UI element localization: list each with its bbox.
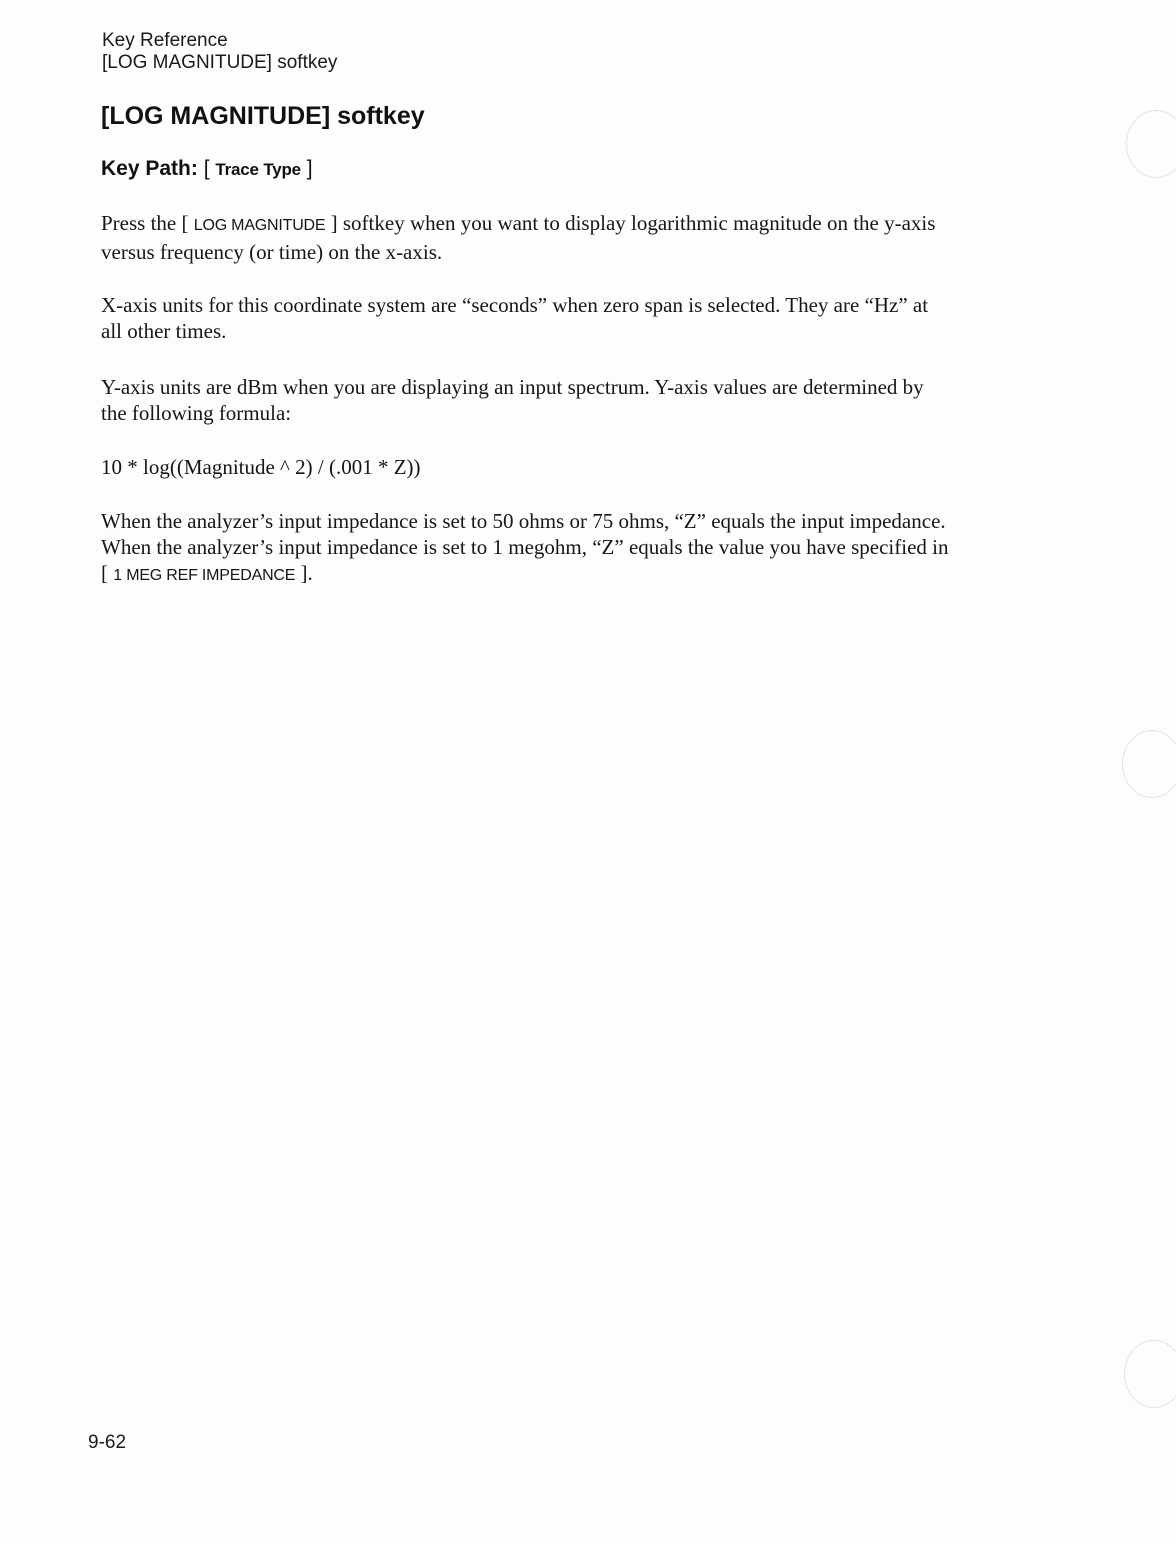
softkey-1-meg-ref-impedance: 1 MEG REF IMPEDANCE [113,567,296,584]
paragraph-line: all other times. [101,319,227,343]
paragraph-line [101,210,1061,239]
text-run: ]. [295,561,313,585]
formula: 10 * log((Magnitude ^ 2) / (.001 * Z)) [101,455,421,479]
key-path-label: Key Path: [101,157,198,180]
paragraph-line: When the analyzer’s input impedance is set to 50 ohms or 75 ohms, “Z” equals the input impedance. [101,509,946,533]
key-path-close-bracket: ] [300,157,313,180]
running-header [102,30,337,74]
paragraph-x-axis-units [101,292,1061,344]
header-section: Key Reference [102,30,228,51]
paragraph-description [101,210,1061,265]
paragraph-line: X-axis units for this coordinate system are “seconds” when zero span is selected. They are “Hz” at [101,293,929,317]
key-path [101,155,313,184]
text-run: ] softkey when you want to display logarithmic magnitude on the y-axis [325,211,936,235]
softkey-log-magnitude: LOG MAGNITUDE [193,217,326,234]
paragraph-line: When the analyzer’s input impedance is set to 1 megohm, “Z” equals the value you have specified in [101,535,949,559]
paragraph-line: the following formula: [101,401,292,425]
binder-hole-mark [1126,110,1176,178]
paragraph-y-axis-units [101,374,1061,426]
page-number: 9-62 [88,1432,127,1453]
paragraph-line: versus frequency (or time) on the x-axis. [101,240,443,264]
paragraph-line [101,560,1061,589]
binder-hole-mark [1122,730,1176,798]
text-run: Press the [ [101,211,194,235]
binder-hole-mark [1124,1340,1176,1408]
key-path-softkey: Trace Type [215,160,301,179]
header-topic: [LOG MAGNITUDE] softkey [102,52,338,73]
key-path-open-bracket: [ [203,157,216,180]
paragraph-line: Y-axis units are dBm when you are displaying an input spectrum. Y-axis values are determined by [101,375,924,399]
paragraph-impedance [101,508,1061,589]
text-run: [ [101,561,114,585]
page-title: [LOG MAGNITUDE] softkey [101,102,425,130]
